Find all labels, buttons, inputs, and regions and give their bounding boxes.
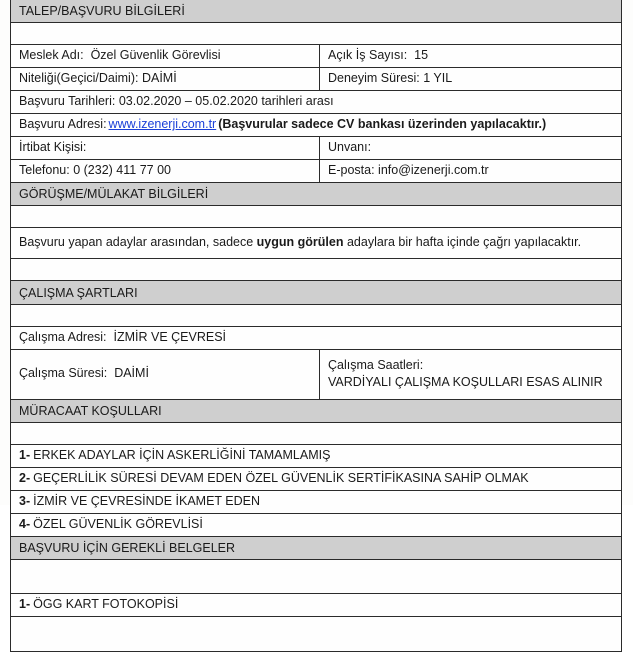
- section-header-documents: BAŞVURU İÇİN GEREKLİ BELGELER: [11, 537, 621, 560]
- work-address-value: İZMİR VE ÇEVRESİ: [113, 330, 227, 344]
- spacer-row-6: [11, 560, 621, 594]
- cell-open-positions: [320, 45, 621, 67]
- requirement-number: 4-: [19, 516, 31, 531]
- job-title-label: Meslek Adı:: [19, 48, 84, 62]
- spacer-cell: [11, 206, 621, 227]
- application-form: [10, 0, 622, 652]
- table-row: [11, 514, 621, 537]
- open-positions-value: 15: [414, 48, 429, 62]
- row-job-title: [11, 45, 621, 68]
- spacer-row-1: [11, 23, 621, 45]
- cell-address: [11, 114, 621, 136]
- requirement-text: ÖZEL GÜVENLİK GÖREVLİSİ: [33, 516, 203, 531]
- work-hours-label: Çalışma Saatleri:: [328, 358, 424, 372]
- interview-text-after: adaylara bir hafta içinde çağrı yapılacaktır.: [346, 235, 582, 249]
- cell-experience: [320, 68, 621, 90]
- row-contact: [11, 137, 621, 160]
- work-hours-block: [328, 353, 603, 395]
- section-header-application-info: TALEP/BAŞVURU BİLGİLERİ: [11, 0, 621, 23]
- spacer-row-7: [11, 617, 621, 651]
- experience-value: 1 YIL: [423, 71, 453, 85]
- spacer-row-2: [11, 206, 621, 228]
- cell-title: [320, 137, 621, 159]
- table-row: [11, 594, 621, 617]
- phone-value: 0 (232) 411 77 00: [73, 163, 171, 177]
- spacer-row-5: [11, 423, 621, 445]
- work-duration-label: Çalışma Süresi:: [19, 366, 108, 381]
- requirement-number: 3-: [19, 493, 31, 508]
- table-row: [11, 445, 621, 468]
- cell-contact-person: [11, 137, 320, 159]
- cell-requirement-3: [11, 491, 621, 513]
- requirement-text: GEÇERLİLİK SÜRESİ DEVAM EDEN ÖZEL GÜVENLİK SERTİFİKASINA SAHİP OLMAK: [33, 470, 529, 485]
- requirement-text: ERKEK ADAYLAR İÇİN ASKERLİĞİNİ TAMAMLAMIŞ: [33, 447, 331, 462]
- row-dates: [11, 91, 621, 114]
- title-label: Unvanı:: [328, 140, 372, 154]
- cell-work-hours: [320, 350, 621, 399]
- spacer-cell: [11, 617, 621, 651]
- cell-requirement-2: [11, 468, 621, 490]
- interview-text-before: Başvuru yapan adaylar arasından, sadece: [19, 235, 254, 249]
- job-title-value: Özel Güvenlik Görevlisi: [90, 48, 221, 62]
- row-work-duration-hours: [11, 350, 621, 400]
- phone-label: Telefonu:: [19, 163, 70, 177]
- nature-value: DAİMİ: [141, 71, 177, 85]
- cell-interview-notice: [11, 228, 621, 258]
- requirement-number: 1-: [19, 447, 31, 462]
- interview-text-bold: uygun görülen: [256, 235, 344, 249]
- cell-dates: [11, 91, 621, 113]
- spacer-cell: [11, 259, 621, 280]
- address-note: (Başvurular sadece CV bankası üzerinden yapılacaktır.): [218, 117, 547, 131]
- row-phone-email: [11, 160, 621, 183]
- dates-label: Başvuru Tarihleri:: [19, 94, 116, 108]
- cell-requirement-1: [11, 445, 621, 467]
- table-row: [11, 491, 621, 514]
- requirement-text: İZMİR VE ÇEVRESİNDE İKAMET EDEN: [33, 493, 261, 508]
- spacer-cell: [11, 23, 621, 44]
- section-header-work-conditions: ÇALIŞMA ŞARTLARI: [11, 281, 621, 305]
- cell-requirement-4: [11, 514, 621, 536]
- work-hours-value: VARDİYALI ÇALIŞMA KOŞULLARI ESAS ALINIR: [328, 374, 603, 389]
- email-label: E-posta:: [328, 163, 375, 177]
- contact-label: İrtibat Kişisi:: [19, 140, 87, 154]
- application-address-link[interactable]: www.izenerji.com.tr: [108, 117, 217, 131]
- work-address-label: Çalışma Adresi:: [19, 330, 107, 344]
- cell-email: [320, 160, 621, 182]
- spacer-cell: [11, 560, 621, 593]
- email-value: info@izenerji.com.tr: [378, 163, 489, 177]
- spacer-row-3: [11, 259, 621, 281]
- document-text: ÖGG KART FOTOKOPİSİ: [33, 596, 179, 611]
- experience-label: Deneyim Süresi:: [328, 71, 420, 85]
- document-number: 1-: [19, 596, 31, 611]
- row-address: [11, 114, 621, 137]
- nature-label: Niteliği(Geçici/Daimi):: [19, 71, 139, 85]
- spacer-row-4: [11, 305, 621, 327]
- row-work-address: [11, 327, 621, 350]
- cell-document-1: [11, 594, 621, 616]
- cell-work-address: [11, 327, 621, 349]
- cell-job-title: [11, 45, 320, 67]
- spacer-cell: [11, 305, 621, 326]
- spacer-cell: [11, 423, 621, 444]
- dates-value: 03.02.2020 – 05.02.2020 tarihleri arası: [118, 94, 334, 108]
- row-interview-notice: [11, 228, 621, 259]
- section-header-requirements: MÜRACAAT KOŞULLARI: [11, 400, 621, 423]
- cell-work-duration: [11, 350, 320, 399]
- requirement-number: 2-: [19, 470, 31, 485]
- work-duration-value: DAİMİ: [114, 366, 149, 381]
- section-header-interview: GÖRÜŞME/MÜLAKAT BİLGİLERİ: [11, 183, 621, 206]
- open-positions-label: Açık İş Sayısı:: [328, 48, 408, 62]
- cell-nature: [11, 68, 320, 90]
- row-nature: [11, 68, 621, 91]
- cell-phone: [11, 160, 320, 182]
- table-row: [11, 468, 621, 491]
- address-label: Başvuru Adresi:: [19, 117, 107, 131]
